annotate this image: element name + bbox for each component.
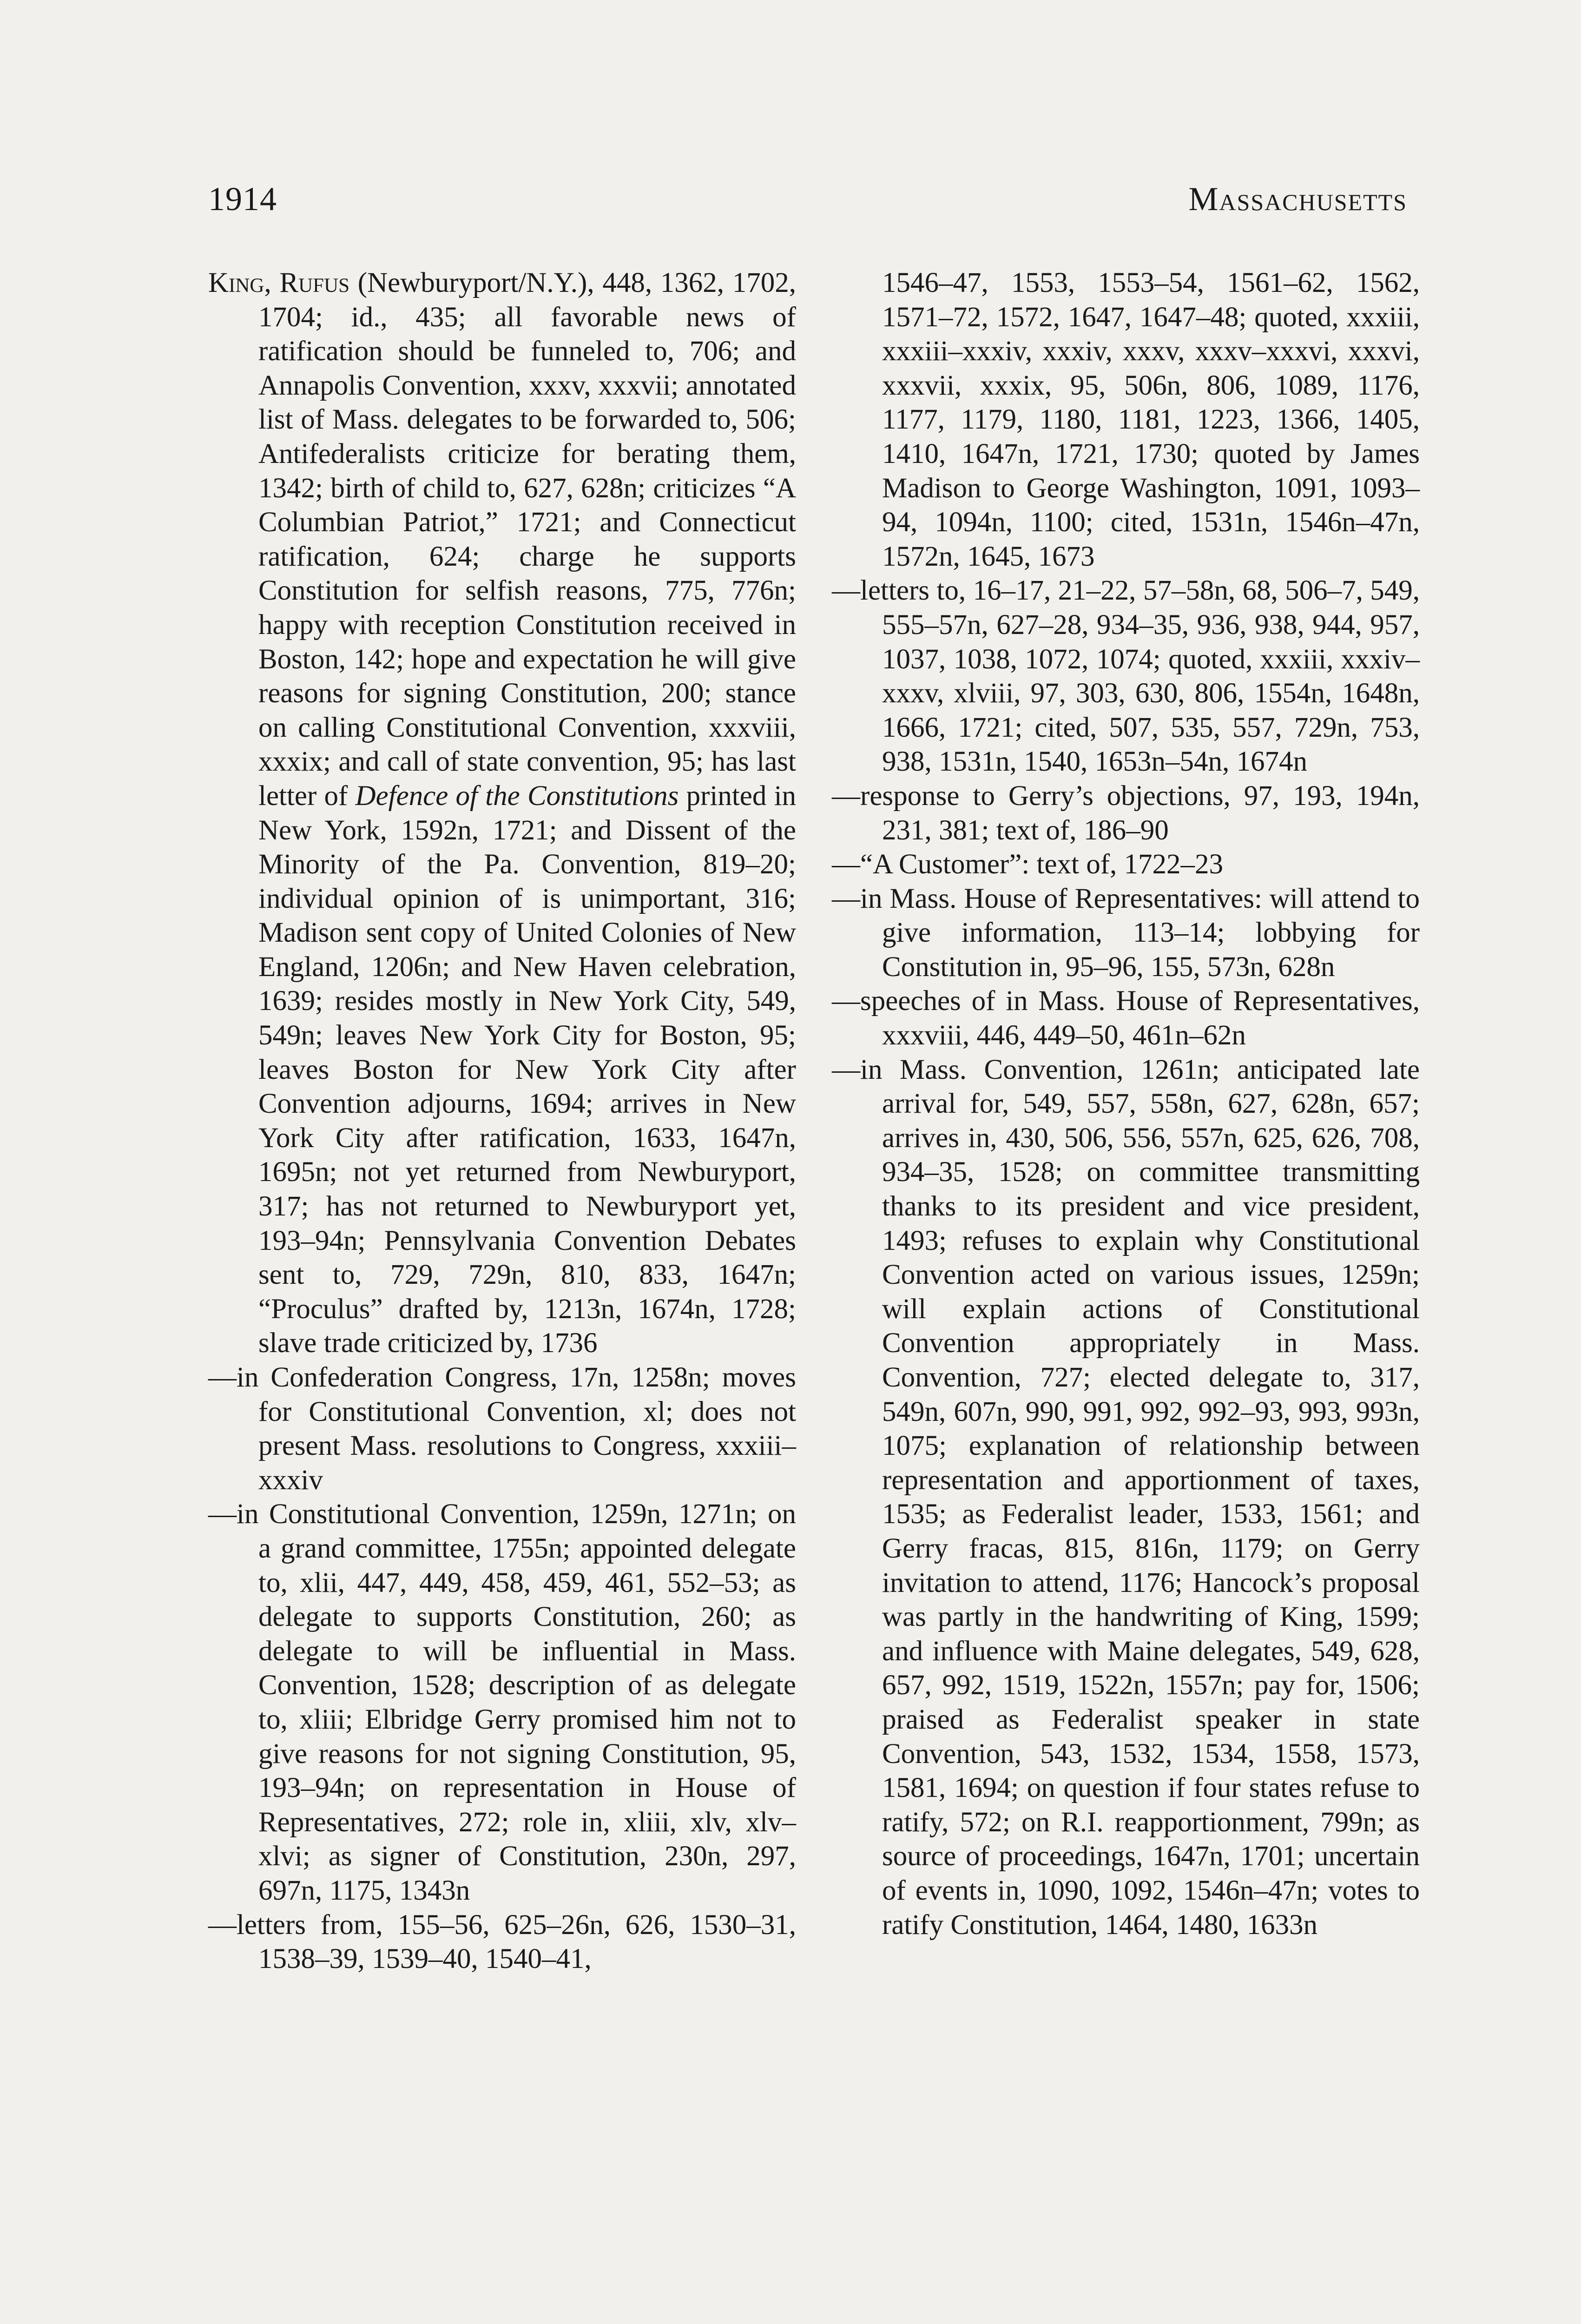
subentry: —in Confederation Congress, 17n, 1258n; moves for Constitutional Convention, xl; does not present Mass. resolutions to Congress, xxxiii–xxxiv (208, 1362, 796, 1496)
subentry-continuation: 1546–47, 1553, 1553–54, 1561–62, 1562, 1571–72, 1572, 1647, 1647–48; quoted, xxxiii, xxxiii–xxxiv, xxxiv, xxxv, xxxv–xxxvi, xxxvi, xxxvii, xxxix, 95, 506n, 806, 1089, 1176, 1177, 1179, 1180, 1181, 1223, 1366, 1405, 1410, 1647n, 1721, 1730; quoted by James Madison to George Washington, 1091, 1093–94, 1094n, 1100; cited, 1531n, 1546n–47n, 1572n, 1645, 1673 (882, 267, 1420, 572)
subentry: —“A Customer”: text of, 1722–23 (832, 849, 1224, 880)
right-column (832, 266, 1420, 1942)
running-head: Massachusetts (1188, 180, 1407, 218)
left-column (208, 266, 796, 1976)
subentry: —in Mass. House of Representatives: will attend to give information, 113–14; lobbying for Constitution in, 95–96, 155, 573n, 628n (832, 883, 1420, 983)
entry-italic-title: Defence of the Constitutions (355, 780, 679, 812)
subentry: —in Mass. Convention, 1261n; anticipated late arrival for, 549, 557, 558n, 627, 628n, 657; arrives in, 430, 506, 556, 557n, 625, 626, 708, 934–35, 1528; on committee transmitting thanks to its president and vice president, 1493; refuses to explain why Constitutional Convention acted on various issues, 1259n; will explain actions of Constitutional Convention appropriately in Mass. Convention, 727; elected delegate to, 317, 549n, 607n, 990, 991, 992, 992–93, 993, 993n, 1075; explanation of relationship between representation and apportionment of taxes, 1535; as Federalist leader, 1533, 1561; and Gerry fracas, 815, 816n, 1179; on Gerry invitation to attend, 1176; Hancock’s proposal was partly in the handwriting of King, 1599; and influence with Maine delegates, 549, 628, 657, 992, 1519, 1522n, 1557n; pay for, 1506; praised as Federalist speaker in state Convention, 543, 1532, 1534, 1558, 1573, 1581, 1694; on question if four states refuse to ratify, 572; on R.I. reapportionment, 799n; as source of proceedings, 1647n, 1701; uncertain of events in, 1090, 1092, 1546n–47n; votes to ratify Constitution, 1464, 1480, 1633n (832, 1054, 1420, 1941)
subentry: —letters from, 155–56, 625–26n, 626, 1530–31, 1538–39, 1539–40, 1540–41, (208, 1909, 796, 1975)
subentry: —letters to, 16–17, 21–22, 57–58n, 68, 506–7, 549, 555–57n, 627–28, 934–35, 936, 938, 944, 957, 1037, 1038, 1072, 1074; quoted, xxxiii, xxxiv–xxxv, xlviii, 97, 303, 630, 806, 1554n, 1648n, 1666, 1721; cited, 507, 535, 557, 729n, 753, 938, 1531n, 1540, 1653n–54n, 1674n (832, 575, 1420, 778)
subentry: —speeches of in Mass. House of Representatives, xxxviii, 446, 449–50, 461n–62n (832, 985, 1420, 1051)
index-entry-king-rufus (208, 266, 796, 1360)
entry-text: (Newburyport/N.Y.), 448, 1362, 1702, 1704; id., 435; all favorable news of ratification should be funneled to, 706; and Annapolis Convention, xxxv, xxxvii; annotated list of Mass. delegates to be forwarded to, 506; Antifederalists criticize for berating them, 1342; birth of child to, 627, 628n; criticizes “A Columbian Patriot,” 1721; and Connecticut ratification, 624; charge he supports Constitution for selfish reasons, 775, 776n; happy with reception Constitution received in Boston, 142; hope and expectation he will give reasons for signing Constitution, 200; stance on calling Constitutional Convention, xxxviii, xxxix; and call of state convention, 95; has last letter of (258, 267, 796, 812)
subentry: —response to Gerry’s objections, 97, 193, 194n, 231, 381; text of, 186–90 (832, 780, 1420, 846)
entry-name: King, Rufus (208, 267, 350, 298)
page-number: 1914 (208, 180, 277, 218)
entry-text-continued: printed in New York, 1592n, 1721; and Dissent of the Minority of the Pa. Convention, 819–20; individual opinion of is unimportant, 316; Madison sent copy of United Colonies of New England, 1206n; and New Haven celebration, 1639; resides mostly in New York City, 549, 549n; leaves New York City for Boston, 95; leaves Boston for New York City after Convention adjourns, 1694; arrives in New York City after ratification, 1633, 1647n, 1695n; not yet returned from Newburyport, 317; has not returned to Newburyport yet, 193–94n; Pennsylvania Convention Debates sent to, 729, 729n, 810, 833, 1647n; “Proculus” drafted by, 1213n, 1674n, 1728; slave trade criticized by, 1736 (258, 780, 797, 1359)
subentry: —in Constitutional Convention, 1259n, 1271n; on a grand committee, 1755n; appointed delegate to, xlii, 447, 449, 458, 459, 461, 552–53; as delegate to supports Constitution, 260; as delegate to will be influential in Mass. Convention, 1528; description of as delegate to, xliii; Elbridge Gerry promised him not to give reasons for not signing Constitution, 95, 193–94n; on representation in House of Representatives, 272; role in, xliii, xlv, xlv–xlvi; as signer of Constitution, 230n, 297, 697n, 1175, 1343n (208, 1499, 796, 1906)
